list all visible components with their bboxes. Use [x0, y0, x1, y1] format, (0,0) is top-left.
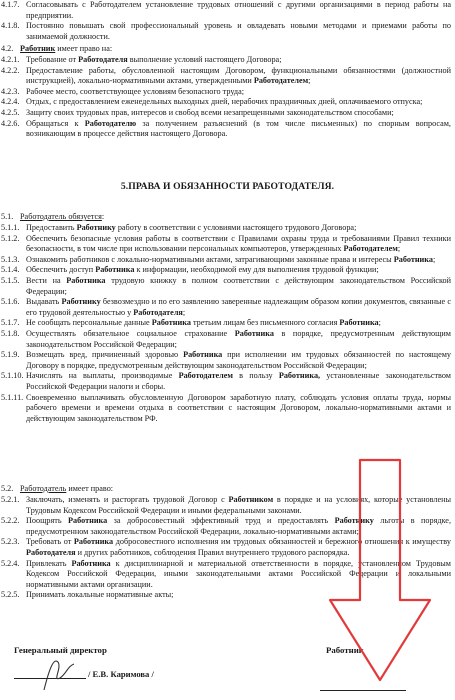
employer-right-item: [0, 559, 455, 591]
employer-duty-item: [0, 329, 455, 350]
bold-term: Работника: [183, 350, 223, 360]
item-number: 5.2.4.: [1, 558, 20, 568]
employer-duty-item: [0, 297, 455, 318]
heading-rest: имеет право на:: [55, 44, 113, 53]
item-text: в пользу: [232, 371, 279, 381]
item-text: выполнение условий настоящего Договора;: [127, 55, 282, 64]
item-text: Поощрять: [26, 516, 69, 526]
employee-right-item: [0, 55, 455, 66]
bold-term: Работодателя: [78, 55, 128, 64]
item-text: ;: [182, 307, 186, 317]
item-number: 5.1.8.: [1, 328, 20, 338]
item-text: Предоставление работы, обусловленной настоящим Договором, функциональными обязанностями (должностной инструкцией), локально-нормативными актами, утвержденными: [26, 65, 451, 86]
employee-right-item: [0, 97, 455, 108]
employer-rights-list: [0, 495, 455, 601]
section-4-2: [0, 44, 455, 55]
section-5-2-heading: [0, 484, 455, 495]
item-text: и других работников, соблюдения Правил внутреннего трудового распорядка.: [75, 547, 350, 557]
section-4-1-tail: [0, 0, 455, 42]
section-number: 5.2.: [1, 484, 14, 493]
item-text: Обращаться к: [26, 118, 85, 128]
bold-term: Работодателем: [253, 76, 309, 86]
item-number: 4.1.7.: [1, 0, 20, 9]
employee-signature-line: [320, 690, 406, 691]
director-name: / Е.В. Каримова /: [88, 669, 154, 679]
employer-duty-item: [0, 276, 455, 297]
employer-right-item: [0, 590, 455, 601]
item-text: Своевременно выплачивать обусловленную Договором заработную плату, соблюдать условия оплаты труда, нормы рабочего времени и времени отдыха в соответствии с настоящим Договором, локально-нормативными актами и действующим законодательством РФ.: [26, 392, 451, 423]
employee-right-item: [0, 108, 455, 119]
employer-duty-item: [0, 223, 455, 234]
item-text: Начислять на выплаты, производимые: [26, 371, 179, 381]
employer-duty-item: [0, 265, 455, 276]
item-text: Предоставить: [26, 223, 77, 232]
item-text: Не сообщать персональные данные: [26, 318, 152, 328]
item-text: Привлекать: [26, 558, 72, 568]
employer-duty-item: [0, 255, 455, 266]
item-number: 5.1.9.: [1, 350, 20, 360]
item-text: Отдых, с предоставлением еженедельных выходных дней, нерабочих праздничных дней, оплачиваемого отпуска;: [26, 97, 423, 107]
heading-rest: :: [101, 212, 105, 221]
item-text: Согласовывать с Работодателем установление трудовых отношений с другими организациями в период работы на предприятии.: [26, 0, 451, 20]
director-label: Генеральный директор: [14, 645, 107, 655]
item-text: Требование от: [26, 55, 79, 64]
bold-term: Работника: [95, 265, 135, 275]
item-number: 5.1.1.: [1, 223, 20, 232]
item-text: ;: [308, 76, 311, 86]
item-number: 5.2.3.: [1, 537, 20, 547]
item-text: третьим лицам без письменного согласия: [190, 318, 340, 328]
item-number: 5.1.11.: [1, 392, 24, 402]
bold-term: Работника: [68, 516, 108, 526]
section-4-2-heading: [0, 44, 455, 55]
bold-term: Работодателя: [26, 547, 76, 557]
item-text: Заключать, изменять и расторгать трудовой Договор с: [26, 495, 229, 504]
item-number: 5.1.7.: [1, 318, 20, 328]
bold-term: Работника: [393, 254, 433, 264]
item-text: к информации, необходимой ему для выполнения трудовой функции;: [134, 265, 379, 275]
section-5-2: [0, 484, 455, 495]
item-text: льготы в порядке, предусмотренном законодательством Российской Федерации, локально-нормативными актами;: [26, 516, 451, 536]
employer-duties-list: [0, 223, 455, 424]
item-number: 4.1.8.: [1, 21, 20, 31]
item-text: Требовать от: [26, 537, 74, 547]
item-text: Ознакомить работников с локально-нормативными актами, затрагивающими законные права и интересы: [26, 254, 394, 264]
employer-duty-item: [0, 234, 455, 255]
bold-term: Работнику: [61, 297, 101, 307]
heading-underlined: Работодатель обязуется: [20, 212, 102, 221]
item-text: за добросовестный эффективный труд и предоставлять: [107, 516, 335, 526]
item-text: добросовестного исполнения им трудовых обязанностей и бережного отношения к имуществу: [113, 537, 451, 547]
bold-term: Работодателя: [133, 307, 183, 317]
bold-term: Работника: [66, 275, 106, 285]
employee-right-item: [0, 119, 455, 140]
item-number: 4.2.2.: [1, 65, 20, 75]
item-text: за получением разъяснений (в том числе письменных) по спорным вопросам, возникающим в процессе действия настоящего Договора.: [26, 118, 451, 139]
item-number: 5.2.2.: [1, 516, 20, 526]
item-text: Принимать локальные нормативные акты;: [26, 590, 174, 600]
bold-term: Работника: [73, 537, 114, 547]
top-item: [0, 0, 455, 21]
bold-term: Работника,: [278, 371, 321, 381]
item-text: в порядке и на условиях, которые установлены Трудовым Кодексом Российской Федерации и иными федеральными законами.: [26, 495, 451, 515]
item-text: в порядке, предусмотренным действующим законодательством Российской Федерации;: [26, 328, 451, 349]
employee-right-item: [0, 87, 455, 98]
item-number: 4.2.5.: [1, 107, 20, 117]
bold-term: Работника: [234, 328, 274, 338]
section-5-1: [0, 212, 455, 223]
item-text: Защиту своих трудовых прав, интересов и свобод всеми незапрещенными законодательством способами;: [26, 107, 394, 117]
top-item: [0, 21, 455, 42]
item-text: при исполнении им трудовых обязанностей по настоящему Договору в порядке, предусмотренным действующим законодательством Российской Федерации;: [26, 350, 452, 370]
bold-term: Работника: [339, 318, 379, 328]
bold-term: Работодателем: [178, 371, 233, 381]
item-number: 5.1.6.: [1, 297, 20, 307]
item-text: ;: [432, 254, 436, 264]
item-text: Выдавать: [26, 297, 62, 307]
bold-term: Работника: [71, 558, 111, 568]
item-text: Вести на: [26, 275, 67, 285]
section-number: 5.1.: [1, 212, 14, 221]
item-text: Осуществлять обязательное социальное страхование: [26, 328, 235, 338]
employee-label: Работник: [326, 645, 364, 655]
bold-term: Работника: [151, 318, 191, 328]
handwritten-signature: [40, 656, 80, 692]
employer-right-item: [0, 495, 455, 516]
item-text: трудовую книжку в полном соответствии с действующим законодательством Российской Федерации;: [26, 275, 451, 296]
section-number: 4.2.: [1, 44, 14, 53]
item-number: 5.2.5.: [1, 590, 20, 600]
item-text: ;: [378, 318, 381, 328]
bold-term: Работнику: [334, 516, 374, 526]
item-number: 5.1.5.: [1, 275, 20, 285]
employer-right-item: [0, 537, 455, 558]
item-number: 4.2.1.: [1, 55, 20, 64]
item-number: 4.2.3.: [1, 86, 20, 96]
item-text: Обеспечить доступ: [26, 265, 96, 275]
item-text: установленные законодательством Российской Федерации налоги и сборы.: [26, 371, 451, 391]
item-text: ;: [397, 244, 401, 254]
bold-term: Работником: [228, 495, 274, 504]
item-text: Рабочее место, соответствующее условиям безопасного труда;: [26, 86, 244, 96]
section-5-1-heading: [0, 212, 455, 223]
bold-term: Работодателю: [84, 118, 137, 128]
item-number: 4.2.4.: [1, 97, 20, 107]
item-text: безвозмездно и по его заявлению заверенные надлежащим образом копии документов, связанные с его трудовой деятельностью у: [26, 297, 451, 317]
heading-underlined: Работодатель: [20, 484, 67, 493]
employer-duty-item: [0, 350, 455, 371]
item-number: 4.2.6.: [1, 118, 20, 128]
item-text: работу в соответствии с условиями настоящего трудового Договора;: [115, 223, 357, 232]
heading-rest: имеет право:: [66, 484, 114, 493]
bold-term: Работнику: [76, 223, 116, 232]
employee-rights-list: [0, 55, 455, 140]
item-number: 5.1.3.: [1, 254, 20, 264]
employer-duty-item: [0, 393, 455, 425]
item-text: Обеспечить безопасные условия работы в соответствии с Правилами охраны труда и требованиями Правил техники безопасности, в том числе при использовании персональных компьютеров, утвержденных: [26, 233, 451, 254]
item-text: Возмещать вред, причиненный здоровью: [26, 350, 184, 360]
employee-right-item: [0, 66, 455, 87]
heading-bold: Работник: [20, 44, 56, 53]
item-number: 5.1.10.: [1, 371, 24, 381]
item-number: 5.2.1.: [1, 495, 20, 504]
employer-right-item: [0, 516, 455, 537]
item-number: 5.1.4.: [1, 265, 20, 275]
item-text: к дисциплинарной и материальной ответственности в порядке, установленном Трудовым Кодексом Российской Федерации, иными законодательными актами Российской Федерации и локальными нормативными актами организации.: [26, 558, 451, 589]
item-number: 5.1.2.: [1, 233, 20, 243]
item-text: Постоянно повышать свой профессиональный уровень и овладевать новыми методами и приемами работы по занимаемой должности.: [26, 21, 451, 41]
bold-term: Работодателем: [343, 244, 398, 254]
section-5-title: 5.ПРАВА И ОБЯЗАННОСТИ РАБОТОДАТЕЛЯ.: [120, 181, 335, 192]
employer-duty-item: [0, 318, 455, 329]
employer-duty-item: [0, 371, 455, 392]
